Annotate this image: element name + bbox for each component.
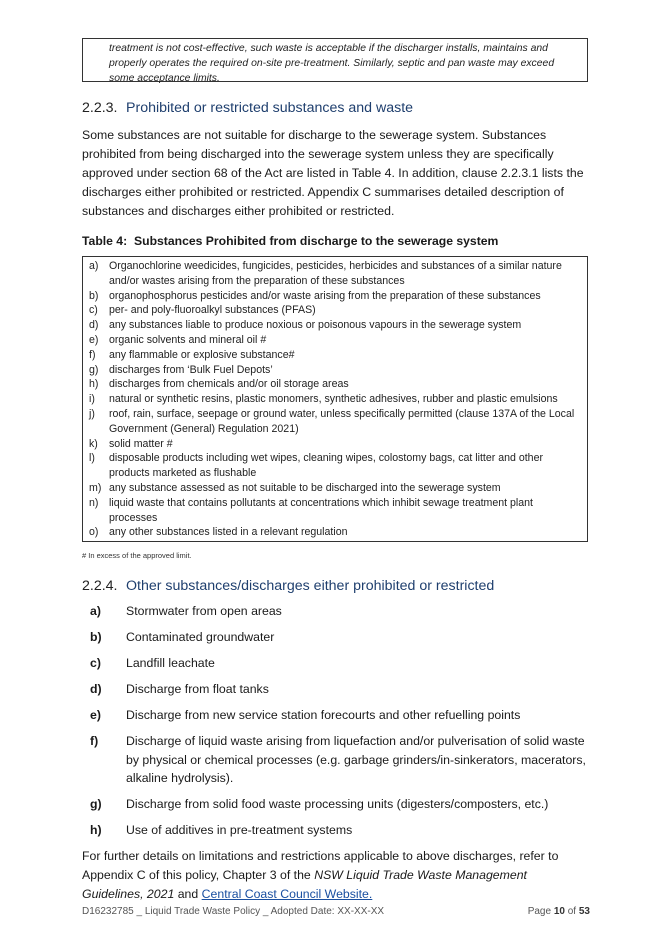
table-row — [89, 333, 581, 348]
page-prefix: Page — [527, 906, 554, 917]
guideline-note-box — [82, 38, 588, 82]
intro-paragraph: Some substances are not suitable for discharge to the sewerage system. Substances prohibited from being discharged into the sewerage system unless they are specifically approved under section 68 of the Act are listed in Table 4. In addition, clause 2.2.3.1 lists the discharges either prohibited or restricted. Appendix C summarises detailed description of substances and discharges either prohibited or restricted. — [82, 128, 584, 218]
page-footer — [82, 906, 590, 917]
row-text: discharges from chemicals and/or oil storage areas — [109, 378, 349, 391]
table-row — [89, 259, 581, 289]
table-row — [89, 481, 581, 496]
list-item — [82, 821, 588, 840]
row-text: natural or synthetic resins, plastic monomers, synthetic adhesives, rubber and plastic emulsions — [109, 393, 558, 406]
total-pages: 53 — [578, 906, 590, 917]
row-letter: a) — [89, 260, 99, 272]
item-text: Use of additives in pre-treatment systems — [126, 823, 353, 837]
table-row — [89, 348, 581, 363]
item-text: Discharge from new service station forecourts and other refuelling points — [126, 708, 521, 722]
list-item — [82, 706, 588, 725]
item-text: Discharge from solid food waste processing units (digesters/composters, etc.) — [126, 797, 549, 811]
table-title: Substances Prohibited from discharge to the sewerage system — [134, 234, 499, 248]
row-letter: e) — [89, 333, 99, 346]
council-website-link[interactable]: Central Coast Council Website. — [201, 887, 373, 901]
row-letter: b) — [89, 289, 99, 302]
item-text: Landfill leachate — [126, 656, 215, 670]
list-item — [82, 732, 588, 788]
paragraph-text: For further details on limitations and restrictions applicable to above discharges, refer to Appendix C of this policy, Chapter 3 of the — [82, 849, 559, 882]
list-item — [82, 602, 588, 621]
item-text: Discharge from float tanks — [126, 682, 269, 696]
row-text: disposable products including wet wipes, cleaning wipes, colostomy bags, cat litter and other products marketed as flushable — [109, 452, 543, 480]
table-row — [89, 392, 581, 407]
row-letter: j) — [89, 407, 95, 420]
row-letter: n) — [89, 496, 99, 509]
guidelines-title: NSW Liquid Trade Waste Management Guidelines, 2021 — [82, 868, 527, 901]
row-text: any substances liable to produce noxious or poisonous vapours in the sewerage system — [109, 319, 522, 332]
row-text: any other substances listed in a relevant regulation — [109, 526, 348, 539]
row-text: roof, rain, surface, seepage or ground water, unless specifically permitted (clause 137A of the Local Government (General) Regulation 2021) — [109, 407, 575, 435]
list-item — [82, 654, 588, 673]
row-letter: l) — [89, 452, 95, 465]
table-label: Table 4: — [82, 234, 128, 248]
list-item — [82, 680, 588, 699]
table-row — [89, 303, 581, 318]
row-text: per- and poly-fluoroalkyl substances (PFAS) — [109, 304, 316, 317]
table-row — [89, 289, 581, 304]
table-row — [89, 451, 581, 481]
item-text: Discharge of liquid waste arising from liquefaction and/or pulverisation of solid waste by physical or chemical processes (e.g. garbage grinders/in-sinkerators, macerators, alkaline hydrolysis). — [126, 734, 586, 785]
row-letter: i) — [89, 393, 95, 406]
table-row — [89, 318, 581, 333]
guideline-note-text: treatment is not cost-effective, such waste is acceptable if the discharger installs, maintains and properly operates the required on-site pre-treatment. Similarly, septic and pan waste may exceed some acceptance limits. — [109, 43, 555, 84]
item-letter: a) — [90, 604, 101, 618]
table-row — [89, 407, 581, 437]
table-row — [89, 437, 581, 452]
section-number: 2.2.3. — [82, 100, 118, 116]
paragraph-conjunction: and — [174, 887, 202, 901]
row-letter: m) — [89, 481, 102, 494]
item-letter: g) — [90, 797, 102, 811]
prohibited-substances-table — [82, 256, 588, 542]
page-of: of — [564, 906, 579, 917]
table-row — [89, 377, 581, 392]
current-page: 10 — [553, 906, 565, 917]
row-letter: h) — [89, 378, 99, 391]
row-letter: k) — [89, 437, 98, 450]
row-letter: g) — [89, 363, 99, 376]
row-text: solid matter # — [109, 437, 173, 450]
item-letter: f) — [90, 734, 99, 748]
section-heading-2-2-4 — [82, 578, 494, 594]
table-footnote: # In excess of the approved limit. — [82, 551, 192, 560]
section-number: 2.2.4. — [82, 578, 118, 594]
item-letter: b) — [90, 630, 102, 644]
table-caption — [82, 234, 498, 248]
list-item — [82, 795, 588, 814]
row-text: any flammable or explosive substance# — [109, 348, 295, 361]
row-letter: o) — [89, 526, 99, 539]
further-details-paragraph — [82, 847, 588, 904]
section-heading-2-2-3 — [82, 100, 413, 116]
row-letter: f) — [89, 348, 96, 361]
section-title: Prohibited or restricted substances and waste — [126, 100, 414, 116]
row-text: organic solvents and mineral oil # — [109, 333, 267, 346]
row-letter: c) — [89, 304, 98, 317]
row-text: Organochlorine weedicides, fungicides, pesticides, herbicides and substances of a similar nature and/or wastes arising from the preparation of these substances — [109, 260, 562, 287]
row-text: liquid waste that contains pollutants at concentrations which inhibit sewage treatment plant processes — [109, 496, 533, 524]
item-text: Stormwater from open areas — [126, 604, 282, 618]
row-text: discharges from ‘Bulk Fuel Depots’ — [109, 363, 273, 376]
row-letter: d) — [89, 319, 99, 332]
table-row — [89, 496, 581, 526]
list-item — [82, 628, 588, 647]
document-reference: D16232785 _ Liquid Trade Waste Policy _ Adopted Date: XX-XX-XX — [82, 906, 385, 917]
item-letter: h) — [90, 823, 102, 837]
item-letter: c) — [90, 656, 101, 670]
row-text: organophosphorus pesticides and/or waste arising from the preparation of these substances — [109, 289, 541, 302]
page-number — [528, 906, 590, 917]
row-text: any substance assessed as not suitable to be discharged into the sewerage system — [109, 481, 501, 494]
item-text: Contaminated groundwater — [126, 630, 275, 644]
table-row — [89, 525, 581, 540]
table-row — [89, 363, 581, 378]
item-letter: e) — [90, 708, 101, 722]
item-letter: d) — [90, 682, 102, 696]
section-title: Other substances/discharges either prohibited or restricted — [126, 578, 495, 594]
